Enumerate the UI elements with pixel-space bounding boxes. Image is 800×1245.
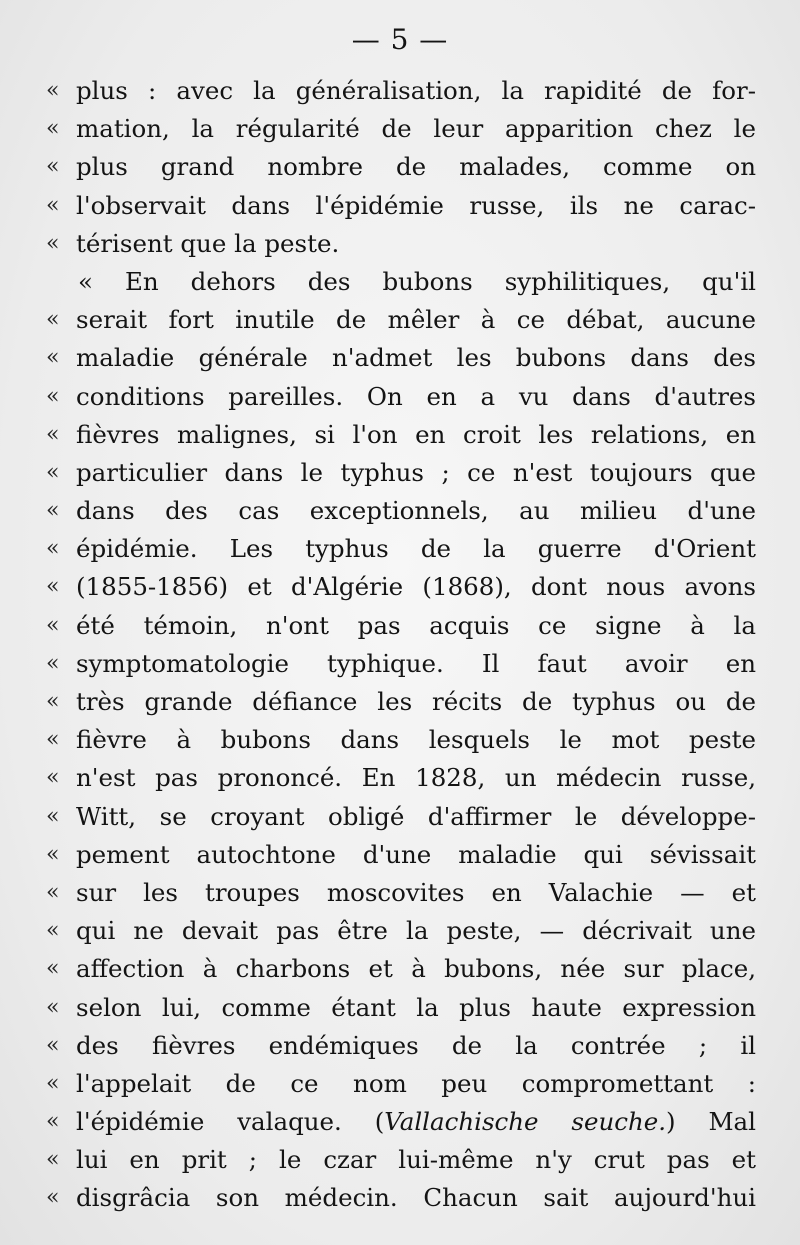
body-text (46, 72, 756, 1218)
text-line (46, 1179, 756, 1217)
text-line (46, 950, 756, 988)
quote-mark: « (46, 154, 60, 180)
quote-mark: « (46, 498, 60, 524)
quote-mark: « (46, 803, 60, 829)
line-text: dans des cas exceptionnels, au milieu d'une (76, 496, 756, 526)
text-line (46, 72, 756, 110)
quote-mark: « (46, 345, 60, 371)
quote-mark: « (46, 612, 60, 638)
line-text: conditions pareilles. On en a vu dans d'autres (76, 381, 756, 411)
line-text: particulier dans le typhus ; ce n'est toujours que (76, 457, 756, 487)
quote-mark: « (46, 918, 60, 944)
line-text: Witt, se croyant obligé d'affirmer le développe- (76, 801, 756, 831)
line-text: sur les troupes moscovites en Valachie — et (76, 877, 756, 907)
quote-mark: « (46, 994, 60, 1020)
line-text: maladie générale n'admet les bubons dans des (76, 343, 756, 373)
line-text (76, 1103, 756, 1141)
quote-mark: « (46, 78, 60, 103)
quote-mark: « (46, 1185, 60, 1211)
quote-mark: « (46, 383, 60, 409)
text-line (46, 416, 756, 454)
line-text: « En dehors des bubons syphilitiques, qu'il (78, 266, 756, 296)
line-text: fièvre à bubons dans lesquels le mot peste (76, 725, 756, 755)
text-line (46, 530, 756, 568)
line-text: mation, la régularité de leur apparition chez le (76, 114, 756, 144)
text-line (46, 759, 756, 797)
text-line (46, 607, 756, 645)
line-text: lui en prit ; le czar lui-même n'y crut pas et (76, 1145, 756, 1175)
line-text: épidémie. Les typhus de la guerre d'Orient (76, 534, 756, 564)
text-line (46, 301, 756, 339)
line-text: serait fort inutile de mêler à ce débat, aucune (76, 305, 756, 335)
line-text: l'observait dans l'épidémie russe, ils ne carac- (76, 190, 756, 220)
quote-mark: « (46, 956, 60, 982)
line-text: disgrâcia son médecin. Chacun sait aujourd'hui (76, 1183, 756, 1213)
quote-mark: « (46, 1032, 60, 1058)
text-line (46, 645, 756, 683)
line-text: affection à charbons et à bubons, née sur place, (76, 954, 756, 984)
text-line (46, 187, 756, 225)
line-text: très grande défiance les récits de typhus ou de (76, 687, 756, 716)
quote-mark: « (46, 230, 60, 256)
text-line (46, 798, 756, 836)
text-line (46, 110, 756, 148)
text-line (46, 378, 756, 416)
quote-mark: « (46, 879, 60, 905)
line-text: selon lui, comme étant la plus haute expression (76, 992, 756, 1022)
text-line (46, 836, 756, 874)
line-text: plus : avec la généralisation, la rapidité de for- (76, 76, 756, 105)
quote-mark: « (46, 536, 60, 562)
line-text: l'appelait de ce nom peu compromettant : (76, 1068, 756, 1098)
quote-mark: « (46, 841, 60, 867)
text-line (46, 683, 756, 721)
quote-mark: « (46, 765, 60, 791)
text-line (46, 912, 756, 950)
text-line (46, 1141, 756, 1179)
quote-mark: « (46, 1147, 60, 1173)
quote-mark: « (46, 421, 60, 447)
text-line (46, 492, 756, 530)
line-text: (1855-1856) et d'Algérie (1868), dont nous avons (76, 572, 756, 602)
quote-mark: « (46, 574, 60, 600)
text-line (46, 454, 756, 492)
italic-title: Vallachische seuche. (384, 1107, 667, 1137)
text-line (46, 1065, 756, 1103)
text-line (46, 1103, 756, 1141)
quote-mark: « (46, 459, 60, 485)
quote-mark: « (46, 116, 60, 142)
quote-mark: « (46, 307, 60, 333)
line-text: fièvres malignes, si l'on en croit les relations, en (76, 419, 756, 449)
text-line (46, 568, 756, 606)
paragraph-start-line (46, 263, 756, 301)
quote-mark: « (46, 650, 60, 676)
quote-mark: « (46, 1070, 60, 1096)
text-line (46, 874, 756, 912)
text-line (46, 1027, 756, 1065)
quote-mark: « (46, 192, 60, 218)
text-line (46, 989, 756, 1027)
line-text: térisent que la peste. (76, 228, 340, 258)
line-text: pement autochtone d'une maladie qui sévissait (76, 839, 756, 869)
quote-mark: « (46, 1109, 60, 1135)
quote-mark: « (46, 727, 60, 753)
line-text: été témoin, n'ont pas acquis ce signe à la (76, 610, 756, 640)
text-line (46, 148, 756, 186)
page-number: — 5 — (351, 23, 449, 56)
text-line (46, 721, 756, 759)
text-line (46, 339, 756, 377)
line-text: plus grand nombre de malades, comme on (76, 152, 756, 182)
line-text: n'est pas prononcé. En 1828, un médecin russe, (76, 763, 756, 793)
line-text: qui ne devait pas être la peste, — décrivait une (76, 916, 756, 946)
line-text-before: l'épidémie valaque. ( (76, 1107, 385, 1137)
quote-mark: « (46, 689, 60, 714)
line-text-after: ) Mal (666, 1107, 756, 1137)
line-text: des fièvres endémiques de la contrée ; il (76, 1030, 756, 1060)
text-line (46, 225, 756, 263)
line-text: symptomatologie typhique. Il faut avoir en (76, 648, 756, 678)
